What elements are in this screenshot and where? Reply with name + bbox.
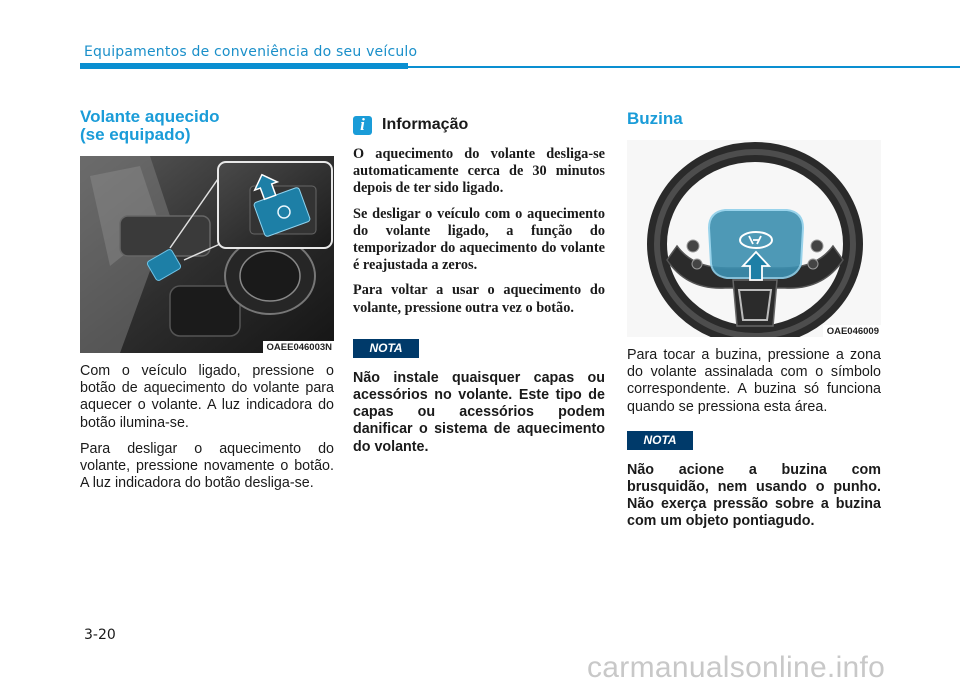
- column-information: [353, 110, 605, 465]
- header-rule: [408, 66, 960, 68]
- section-title-line1: Volante aquecido: [80, 107, 220, 126]
- section-title-heated-steering: [80, 108, 334, 144]
- nota-badge: NOTA: [627, 431, 693, 450]
- column-horn: [627, 108, 881, 540]
- steering-wheel-illustration: [627, 140, 881, 337]
- nota-text: Não acione a buzina com brusquidão, nem usando o punho. Não exerça pressão sobre a buzina com um objeto pontiagudo.: [627, 461, 881, 530]
- watermark: carmanualsonline.info: [587, 651, 886, 684]
- paragraph: Para voltar a usar o aquecimento do volante, pressione outra vez o botão.: [353, 282, 605, 316]
- column-heated-steering: [80, 108, 334, 501]
- header-title: Equipamentos de conveniência do seu veículo: [84, 44, 418, 60]
- horn-figure: [627, 140, 881, 337]
- nota-text: Não instale quaisquer capas ou acessórios no volante. Este tipo de capas ou acessórios podem danificar o sistema de aquecimento do volante.: [353, 369, 605, 455]
- info-heading: [353, 114, 605, 136]
- paragraph: Com o veículo ligado, pressione o botão de aquecimento do volante para aquecer o volante. A luz indicadora do botão ilumina-se.: [80, 363, 334, 431]
- info-icon: i: [353, 116, 372, 135]
- paragraph: Para desligar o aquecimento do volante, pressione novamente o botão. A luz indicadora do botão desliga-se.: [80, 440, 334, 492]
- figure-code: OAE046009: [823, 325, 881, 337]
- section-title-horn: Buzina: [627, 109, 683, 128]
- paragraph: Se desligar o veículo com o aquecimento do volante ligado, a função do temporizador do aquecimento do volante é reajustada a zeros.: [353, 205, 605, 274]
- nota-badge: NOTA: [353, 339, 419, 358]
- section-title-line2: (se equipado): [80, 125, 191, 144]
- header-bar: [80, 63, 408, 69]
- info-title: Informação: [382, 116, 469, 133]
- heated-steering-illustration: [80, 156, 334, 353]
- page-number: 3-20: [84, 627, 116, 643]
- figure-code: OAEE046003N: [263, 341, 334, 353]
- heated-steering-figure: [80, 156, 334, 353]
- paragraph: Para tocar a buzina, pressione a zona do volante assinalada com o símbolo correspondente. A buzina só funciona quando se pressiona esta área.: [627, 347, 881, 415]
- paragraph: O aquecimento do volante desliga-se automaticamente cerca de 30 minutos depois de ter sido ligado.: [353, 146, 605, 197]
